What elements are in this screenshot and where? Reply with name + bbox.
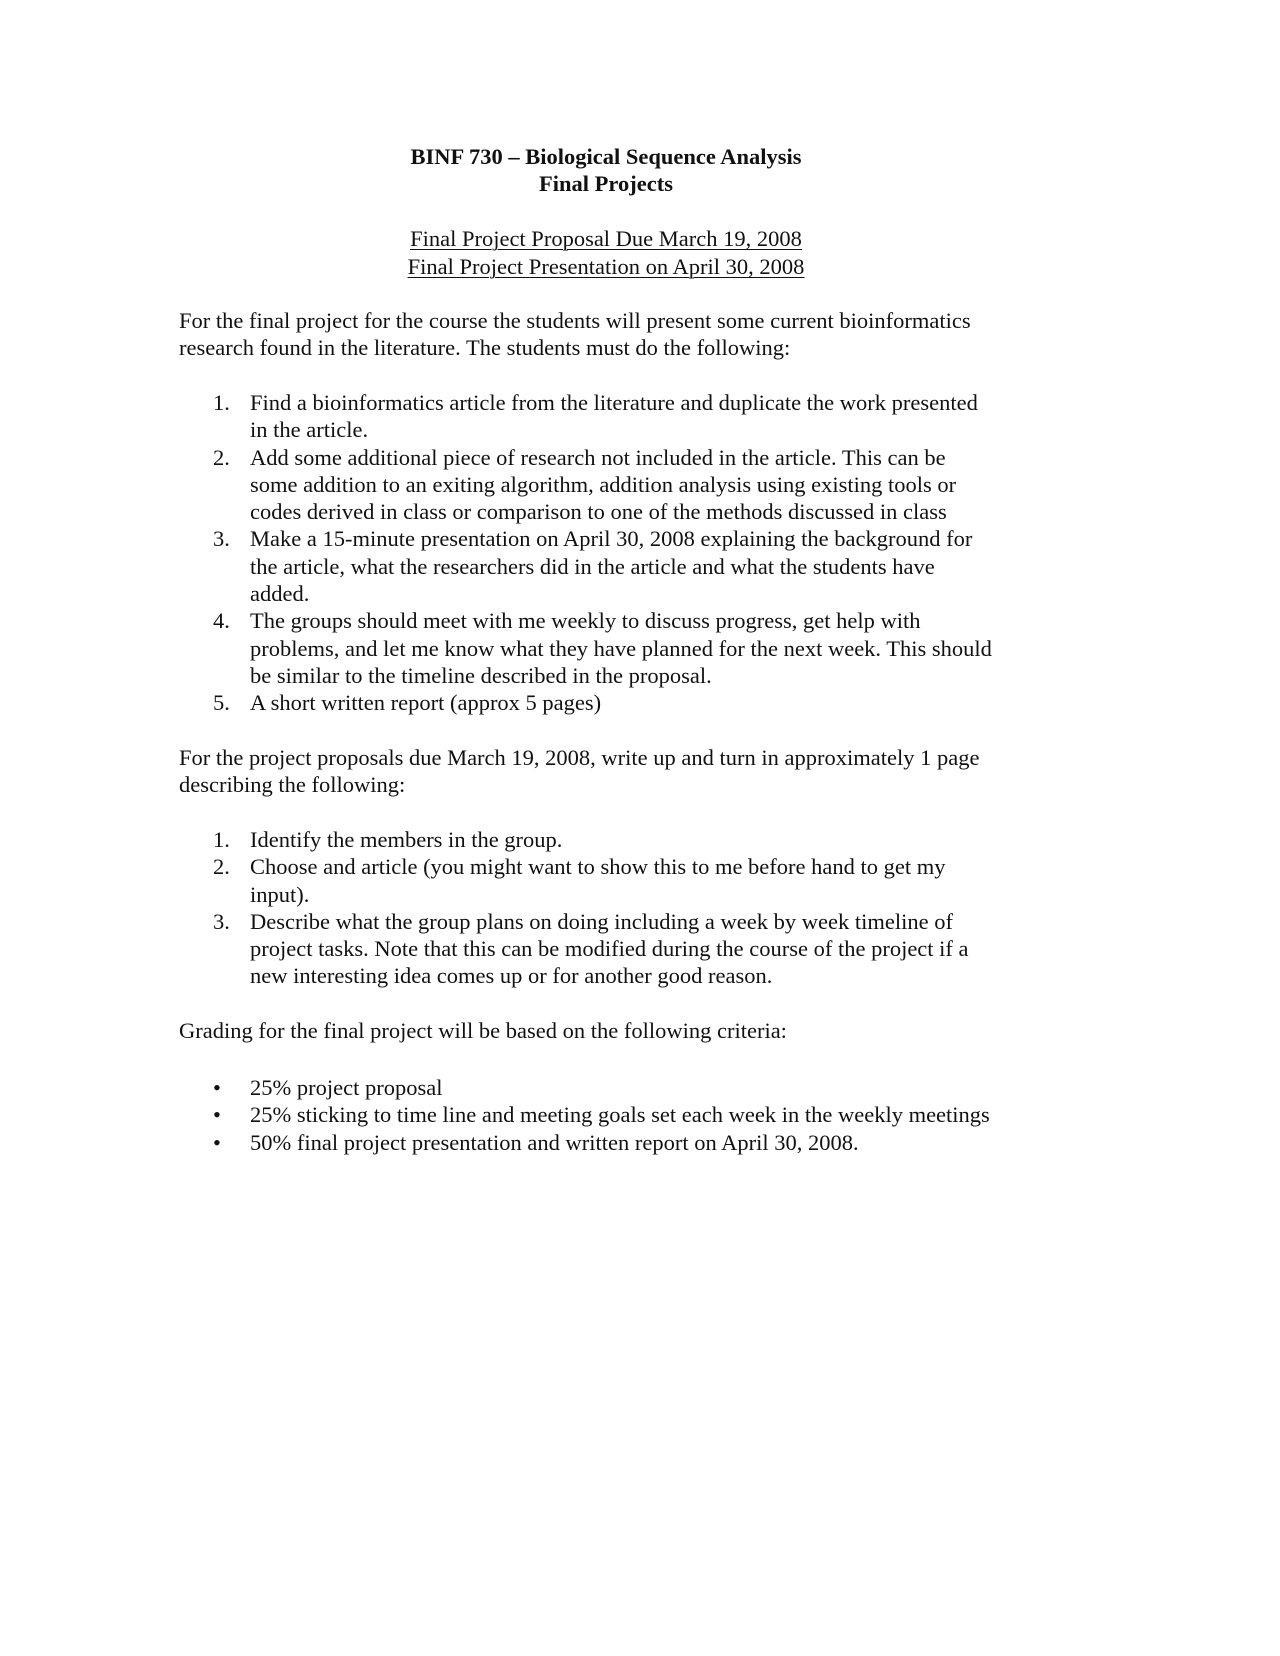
bullet-item [179, 1101, 990, 1128]
list-number: 1. [213, 827, 230, 852]
text-line: research found in the literature. The students must do the following: [179, 335, 791, 361]
text-line: new interesting idea comes up or for another good reason. [250, 963, 773, 989]
list-number: 2. [213, 854, 230, 880]
text-line: Find a bioinformatics article from the literature and duplicate the work presented [250, 390, 978, 415]
due-dates [0, 225, 1212, 281]
document-title [0, 143, 1212, 198]
text-line: project tasks. Note that this can be modified during the course of the project if a [250, 936, 969, 962]
text-line: Choose and article (you might want to show this to me before hand to get my [250, 854, 946, 880]
proposal-due-date: Final Project Proposal Due March 19, 2008 [410, 226, 802, 251]
bullet-item [179, 1074, 990, 1101]
text-line: Make a 15-minute presentation on April 30, 2008 explaining the background for [250, 526, 973, 552]
list-number: 1. [213, 390, 230, 415]
list-item [179, 607, 992, 689]
course-title: BINF 730 – Biological Sequence Analysis [410, 144, 802, 169]
list-item [179, 689, 992, 716]
list-number: 2. [213, 444, 230, 470]
list-item [179, 908, 969, 990]
bullet-item [179, 1129, 990, 1156]
text-line: input). [250, 881, 310, 907]
text-line: For the project proposals due March 19, 2008, write up and turn in approximately 1 page [179, 745, 980, 770]
text-line: in the article. [250, 417, 369, 443]
text-line: problems, and let me know what they have planned for the next week. This should [250, 635, 992, 661]
list-item [179, 389, 992, 444]
text-line: describing the following: [179, 772, 406, 798]
text-line: 50% final project presentation and written report on April 30, 2008. [250, 1129, 859, 1155]
text-line: Grading for the final project will be based on the following criteria: [179, 1018, 787, 1043]
intro-paragraph [179, 307, 971, 362]
list-item [179, 853, 969, 908]
text-line: codes derived in class or comparison to one of the methods discussed in class [250, 499, 947, 525]
grading-paragraph [179, 1017, 787, 1044]
requirements-list [179, 389, 992, 717]
list-number: 5. [213, 690, 230, 716]
text-line: the article, what the researchers did in the article and what the students have [250, 553, 935, 579]
text-line: some addition to an exiting algorithm, addition analysis using existing tools or [250, 471, 957, 497]
text-line: For the final project for the course the students will present some current bioinformatics [179, 308, 971, 333]
proposal-paragraph [179, 744, 979, 799]
list-number: 4. [213, 608, 230, 634]
text-line: 25% project proposal [250, 1075, 443, 1100]
list-item [179, 826, 969, 853]
bullet-icon: • [213, 1102, 221, 1128]
text-line: Describe what the group plans on doing including a week by week timeline of [250, 908, 953, 934]
list-number: 3. [213, 526, 230, 552]
bullet-icon: • [213, 1075, 221, 1100]
list-item [179, 525, 992, 607]
text-line: added. [250, 581, 310, 607]
text-line: 25% sticking to time line and meeting goals set each week in the weekly meetings [250, 1102, 990, 1128]
text-line: Add some additional piece of research not included in the article. This can be [250, 444, 946, 470]
proposal-list [179, 826, 969, 990]
grading-list [179, 1074, 990, 1156]
bullet-icon: • [213, 1129, 221, 1155]
list-item [179, 444, 992, 526]
text-line: Identify the members in the group. [250, 827, 563, 852]
document-subtitle: Final Projects [539, 171, 673, 197]
text-line: be similar to the timeline described in the proposal. [250, 662, 712, 688]
text-line: The groups should meet with me weekly to discuss progress, get help with [250, 608, 921, 634]
text-line: A short written report (approx 5 pages) [250, 690, 602, 716]
list-number: 3. [213, 908, 230, 934]
presentation-date: Final Project Presentation on April 30, 2008 [407, 254, 805, 279]
